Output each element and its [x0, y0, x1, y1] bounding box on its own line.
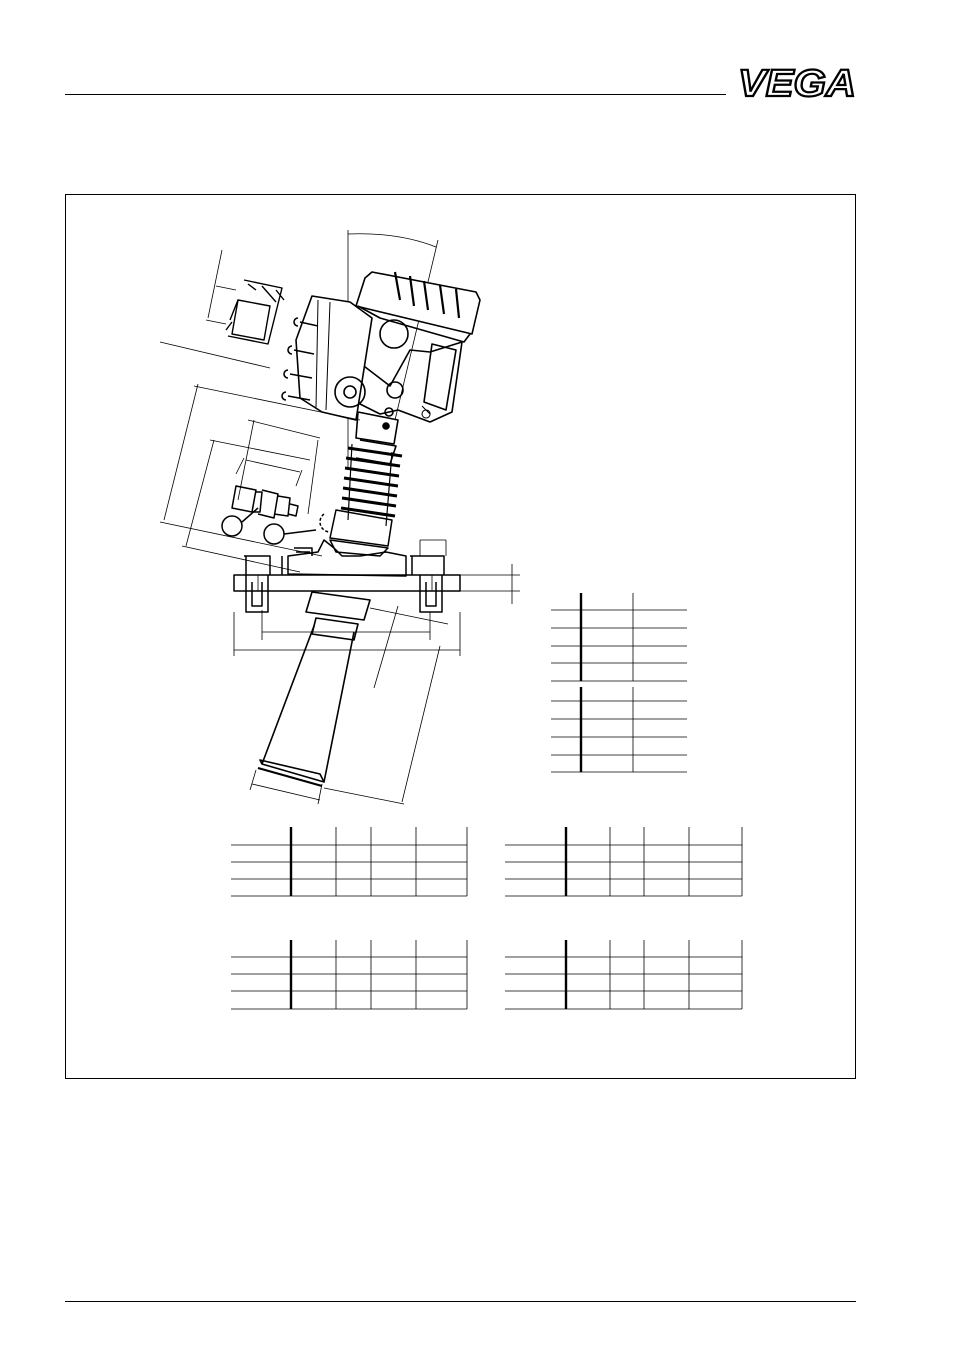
- flange: [234, 556, 460, 612]
- horn-antenna: [258, 592, 370, 786]
- swivel-holder: [288, 510, 406, 576]
- table-right-lower: [551, 687, 687, 772]
- sensor-housing: [282, 272, 480, 464]
- footer-rule: [65, 1301, 856, 1302]
- table-right-upper: [551, 593, 687, 681]
- table-bottom-3: [231, 940, 467, 1009]
- svg-text:VEGA: VEGA: [738, 63, 856, 105]
- cable-gland-detail: [222, 486, 330, 544]
- table-bottom-4: [505, 940, 742, 1009]
- table-bottom-1: [231, 827, 467, 896]
- table-bottom-2: [505, 827, 742, 896]
